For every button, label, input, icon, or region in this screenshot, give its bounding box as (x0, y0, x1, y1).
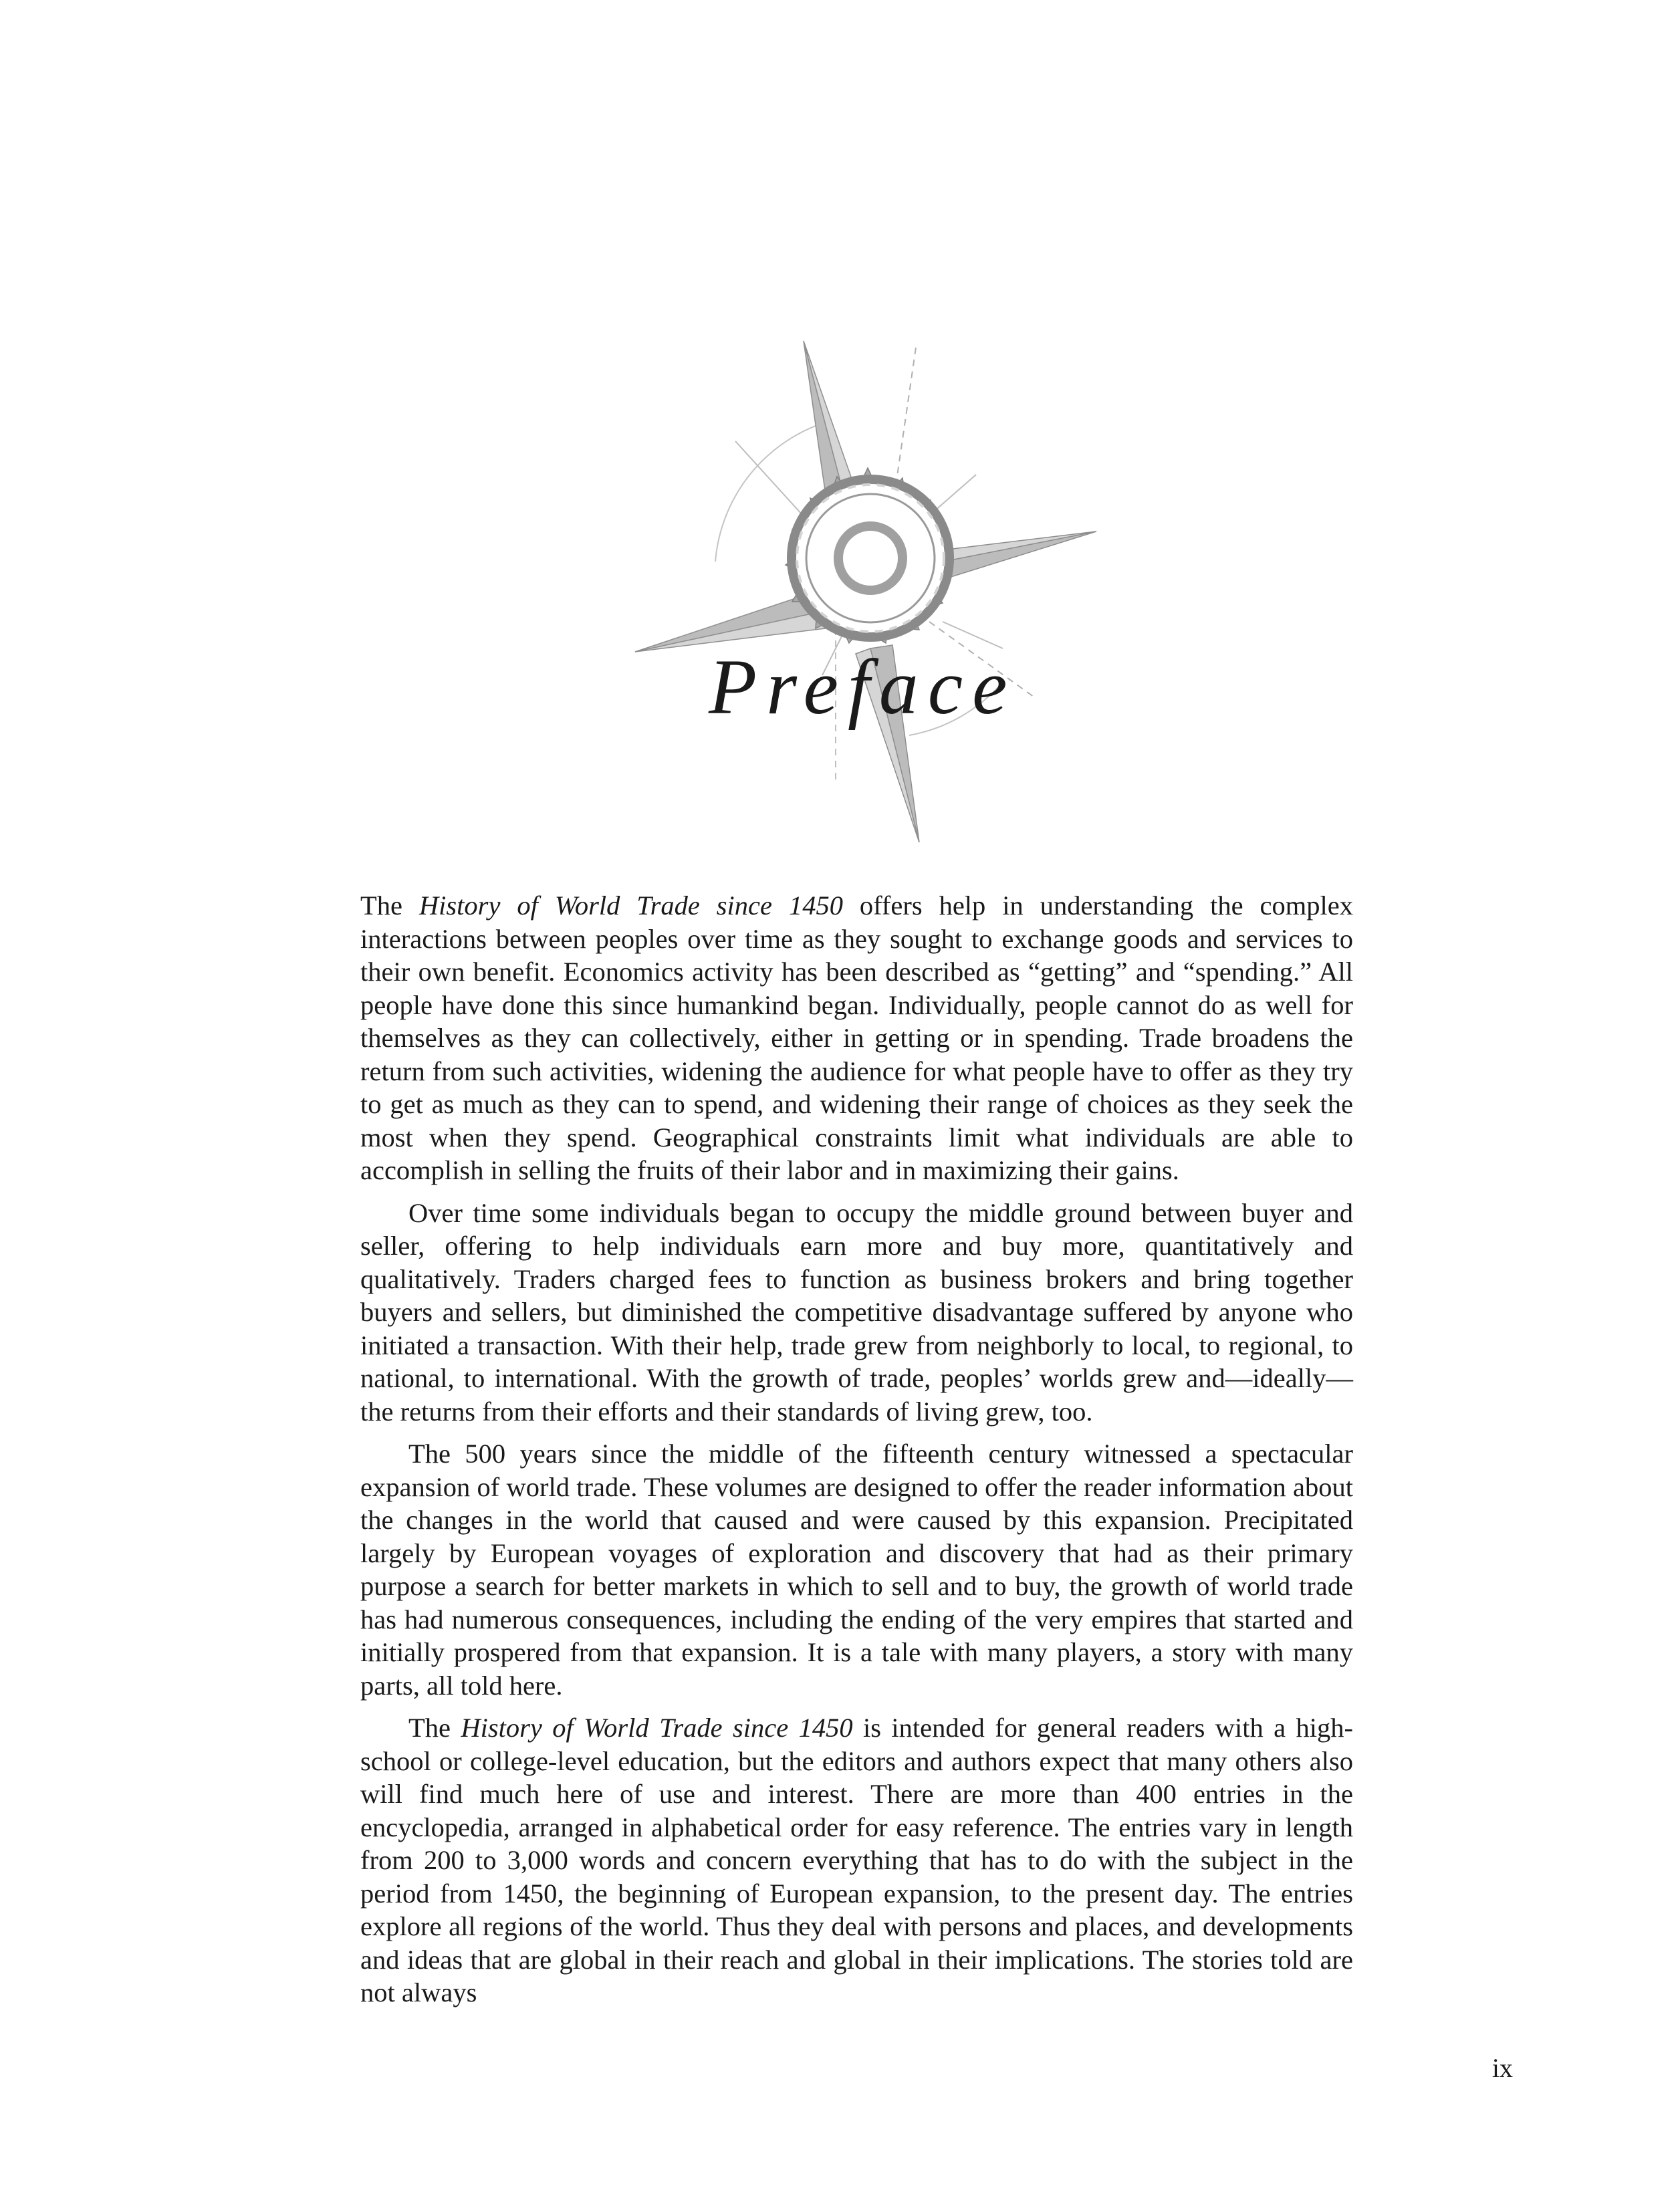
paragraph: Over time some individuals began to occupy the middle ground between buyer and seller, offering to help individuals earn more and buy more, quantitatively and qualitatively. Traders charged fees to function as business brokers and bring together buyers and sellers, but diminished the competitive disadvantage suffered by anyone who initiated a transaction. With their help, trade grew from neighborly to local, to regional, to national, to international. With the growth of trade, peoples’ worlds grew and—ideally—the returns from their efforts and their standards of living grew, too. (360, 1197, 1353, 1427)
paragraph: The History of World Trade since 1450 is intended for general readers with a high-school or college-level education, but the editors and authors expect that many others also will find much here of use and interest. There are more than 400 entries in the encyclopedia, arranged in alphabetical order for easy reference. The entries vary in length from 200 to 3,000 words and concern everything that has to do with the subject in the period from 1450, the beginning of European expansion, to the present day. The entries explore all regions of the world. Thus they deal with persons and places, and developments and ideas that are global in their reach and global in their implications. The stories told are not always (360, 1713, 1353, 2007)
book-title: History of World Trade since 1450 (418, 890, 843, 921)
preface-body (360, 889, 1353, 2019)
book-title: History of World Trade since 1450 (461, 1713, 853, 1743)
page-number: ix (1491, 2053, 1513, 2083)
compass-rose-icon (628, 334, 1110, 856)
page-title: Preface (709, 643, 1017, 731)
paragraph: The 500 years since the middle of the fifteenth century witnessed a spectacular expansion of world trade. These volumes are designed to offer the reader information about the changes in the world that caused and were caused by this expansion. Precipitated largely by European voyages of exploration and discovery that had as their primary purpose a search for better markets in which to sell and to buy, the growth of world trade has had numerous consequences, including the ending of the very empires that started and initially prospered from that expansion. It is a tale with many players, a story with many parts, all told here. (360, 1439, 1353, 1701)
paragraph: The History of World Trade since 1450 offers help in understanding the complex interactions between peoples over time as they sought to exchange goods and services to their own benefit. Economics activity has been described as “getting” and “spending.” All people have done this since humankind began. Individually, people cannot do as well for themselves as they can collectively, either in getting or in spending. Trade broadens the return from such activities, widening the audience for what people have to offer as they try to get as much as they can to spend, and widening their range of choices as they seek the most when they spend. Geographical constraints limit what individuals are able to accomplish in selling the fruits of their labor and in maximizing their gains. (360, 890, 1353, 1185)
